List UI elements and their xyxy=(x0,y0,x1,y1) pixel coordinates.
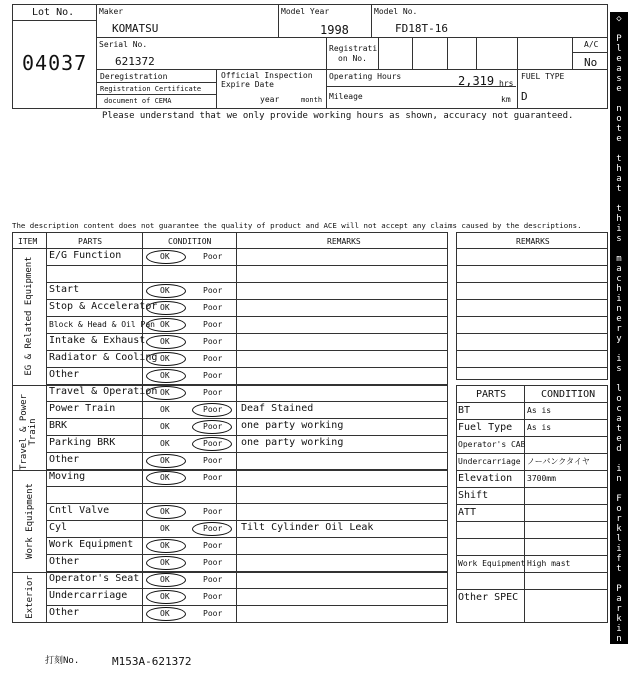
banner-char: i xyxy=(616,544,622,554)
poor-option: Poor xyxy=(203,524,223,533)
deregistration-label: Deregistration xyxy=(100,72,168,81)
group-work-equipment: Work Equipment xyxy=(25,483,35,559)
part-name: Cntl Valve xyxy=(49,505,110,516)
part-name: Other xyxy=(49,556,80,567)
banner-char: t xyxy=(616,204,622,214)
banner-char: t xyxy=(616,124,622,134)
fuel-type-value: D xyxy=(521,90,528,103)
banner-char xyxy=(610,24,628,34)
banner-char: t xyxy=(616,184,622,194)
ok-option: OK xyxy=(160,354,170,363)
part-name: Travel & Operation xyxy=(49,386,158,397)
lot-label: Lot No. xyxy=(32,7,75,18)
ok-option: OK xyxy=(160,609,170,618)
banner-char: h xyxy=(616,164,622,174)
poor-option: Poor xyxy=(203,592,223,601)
banner-char: c xyxy=(616,274,622,284)
banner-char: i xyxy=(616,464,622,474)
ok-option: OK xyxy=(160,558,170,567)
banner-char xyxy=(610,94,628,104)
ok-option: OK xyxy=(160,592,170,601)
poor-option: Poor xyxy=(203,558,223,567)
remark-line xyxy=(456,299,608,300)
header-parts: PARTS xyxy=(78,237,103,246)
ok-option: OK xyxy=(160,337,170,346)
banner-char xyxy=(610,654,628,664)
part-name: Stop & Accelerator xyxy=(49,301,158,312)
stamp-value: M153A-621372 xyxy=(112,655,192,668)
ok-option: OK xyxy=(160,507,170,516)
banner-char: h xyxy=(616,214,622,224)
ok-option: OK xyxy=(160,286,170,295)
ok-circle-mark xyxy=(146,539,186,553)
banner-char: t xyxy=(616,564,622,574)
model-no-label: Model No. xyxy=(374,7,418,16)
part-name: Power Train xyxy=(49,403,116,414)
ok-circle-mark xyxy=(146,352,186,366)
group-exterior: Exterior xyxy=(25,575,35,619)
spec-value: As is xyxy=(527,406,552,415)
part-name: Undercarriage xyxy=(49,590,128,601)
banner-char: o xyxy=(616,394,622,404)
month-label: month xyxy=(301,96,323,104)
group-travel-power-line1: Travel & Power xyxy=(19,394,29,470)
banner-char: e xyxy=(616,84,622,94)
spec-parts-header: PARTS xyxy=(476,389,507,400)
ok-option: OK xyxy=(160,252,170,261)
ok-option: OK xyxy=(160,320,170,329)
ok-circle-mark xyxy=(146,471,186,485)
banner-char: t xyxy=(616,154,622,164)
ok-circle-mark xyxy=(146,573,186,587)
banner-char: n xyxy=(616,474,622,484)
remark-line xyxy=(456,316,608,317)
ok-circle-mark xyxy=(146,505,186,519)
group-travel-power-line2: Train xyxy=(28,418,38,446)
poor-option: Poor xyxy=(203,541,223,550)
part-name: Operator's Seat xyxy=(49,573,140,584)
poor-option: Poor xyxy=(203,337,223,346)
model-year-value: 1998 xyxy=(320,23,349,37)
ok-circle-mark xyxy=(146,454,186,468)
banner-char: f xyxy=(616,554,622,564)
banner-char: s xyxy=(616,74,622,84)
remark-line xyxy=(456,367,608,368)
banner-char: o xyxy=(616,504,622,514)
banner-char: t xyxy=(616,424,622,434)
ok-circle-mark xyxy=(146,250,186,264)
banner-char: a xyxy=(616,264,622,274)
registration-label-1: Registrati xyxy=(329,44,378,53)
banner-char: P xyxy=(616,34,622,44)
banner-char xyxy=(610,484,628,494)
maker-value: KOMATSU xyxy=(112,22,159,35)
spec-part: Other SPEC xyxy=(458,592,519,603)
inspection-label-1: Official Inspection xyxy=(221,71,313,80)
banner-char: e xyxy=(616,314,622,324)
ok-option: OK xyxy=(160,303,170,312)
banner-char: k xyxy=(616,524,622,534)
ok-option: OK xyxy=(160,405,170,414)
ok-option: OK xyxy=(160,473,170,482)
cema-label: document of CEMA xyxy=(104,97,172,105)
km-label: km xyxy=(501,95,511,104)
banner-char: F xyxy=(616,494,622,504)
spec-part: Work Equipment xyxy=(458,559,526,568)
part-name: Block & Head & Oil Pan xyxy=(49,320,155,329)
ok-option: OK xyxy=(160,439,170,448)
banner-char: i xyxy=(616,224,622,234)
banner-char: i xyxy=(616,294,622,304)
ok-circle-mark xyxy=(146,284,186,298)
ok-circle-mark xyxy=(146,301,186,315)
poor-option: Poor xyxy=(203,371,223,380)
remark-line xyxy=(456,282,608,283)
spec-value: 3700mm xyxy=(527,474,556,483)
ac-label: A/C xyxy=(584,40,599,49)
banner-char xyxy=(610,344,628,354)
part-name: Start xyxy=(49,284,80,295)
ac-value: No xyxy=(584,56,598,69)
banner-char: i xyxy=(616,354,622,364)
part-name: E/G Function xyxy=(49,250,122,261)
disclaimer: The description content does not guarantee the quality of product and ACE will not accept any claims caused by the descriptions. xyxy=(12,221,582,230)
remark-line xyxy=(456,333,608,334)
registration-label-2: on No. xyxy=(338,54,367,63)
spec-part: Fuel Type xyxy=(458,422,513,433)
banner-char: y xyxy=(616,334,622,344)
banner-char: ◇ xyxy=(616,14,622,24)
poor-circle-mark xyxy=(192,420,232,434)
banner-char xyxy=(610,194,628,204)
mileage-label: Mileage xyxy=(329,92,363,101)
remark-text: one party working xyxy=(241,437,344,448)
banner-char xyxy=(610,144,628,154)
right-remarks-header: REMARKS xyxy=(516,237,550,246)
banner-char: m xyxy=(616,254,622,264)
spec-part: Shift xyxy=(458,490,489,501)
banner-char: l xyxy=(616,384,622,394)
banner-char: s xyxy=(616,234,622,244)
part-name: Other xyxy=(49,369,80,380)
header-item: ITEM xyxy=(18,237,38,246)
serial-value: 621372 xyxy=(115,55,155,68)
ok-option: OK xyxy=(160,541,170,550)
poor-option: Poor xyxy=(203,252,223,261)
header-condition: CONDITION xyxy=(168,237,212,246)
registration-certificate-label: Registration Certificate xyxy=(100,85,202,93)
banner-char: a xyxy=(616,594,622,604)
part-name: Parking BRK xyxy=(49,437,116,448)
banner-char xyxy=(610,374,628,384)
banner-char: n xyxy=(616,304,622,314)
ok-circle-mark xyxy=(146,590,186,604)
banner-char: s xyxy=(616,364,622,374)
poor-option: Poor xyxy=(203,286,223,295)
ok-option: OK xyxy=(160,371,170,380)
remark-line xyxy=(456,350,608,351)
ok-circle-mark xyxy=(146,335,186,349)
inspection-label-2: Expire Date xyxy=(221,80,274,89)
banner-char: ◇ xyxy=(616,664,622,674)
poor-option: Poor xyxy=(203,303,223,312)
banner-char: g xyxy=(616,644,622,654)
ok-circle-mark xyxy=(146,369,186,383)
banner-char: r xyxy=(616,324,622,334)
ok-circle-mark xyxy=(146,556,186,570)
banner-char: l xyxy=(616,44,622,54)
spec-value: High mast xyxy=(527,559,571,568)
poor-option: Poor xyxy=(203,405,223,414)
poor-option: Poor xyxy=(203,456,223,465)
poor-option: Poor xyxy=(203,575,223,584)
operating-hours-value: 2,319 xyxy=(458,74,495,88)
spec-value: As is xyxy=(527,423,552,432)
banner-char xyxy=(610,454,628,464)
banner-char: n xyxy=(616,634,622,644)
banner-char: o xyxy=(616,114,622,124)
ok-option: OK xyxy=(160,456,170,465)
remark-line xyxy=(456,265,608,266)
banner-char: r xyxy=(616,514,622,524)
ok-circle-mark xyxy=(146,607,186,621)
spec-part: Elevation xyxy=(458,473,513,484)
banner-char: e xyxy=(616,54,622,64)
part-name: Radiator & Cooling xyxy=(49,352,158,363)
banner-char: h xyxy=(616,284,622,294)
poor-option: Poor xyxy=(203,439,223,448)
spec-part: Operator's CAB xyxy=(458,440,526,449)
maker-label: Maker xyxy=(99,7,124,16)
part-name: Intake & Exhaust xyxy=(49,335,146,346)
remark-text: one party working xyxy=(241,420,344,431)
working-hours-notice: Please understand that we only provide working hours as shown, accuracy not guaranteed. xyxy=(102,111,574,121)
poor-option: Poor xyxy=(203,354,223,363)
lot-number: 04037 xyxy=(22,51,88,75)
poor-option: Poor xyxy=(203,507,223,516)
poor-option: Poor xyxy=(203,609,223,618)
spec-part: ATT xyxy=(458,507,477,518)
ok-option: OK xyxy=(160,388,170,397)
ok-circle-mark xyxy=(146,386,186,400)
fuel-type-label: FUEL TYPE xyxy=(521,72,565,81)
ok-circle-mark xyxy=(146,318,186,332)
model-year-label: Model Year xyxy=(281,7,330,16)
poor-option: Poor xyxy=(203,388,223,397)
group-travel-power xyxy=(20,390,38,474)
poor-circle-mark xyxy=(192,403,232,417)
ok-option: OK xyxy=(160,422,170,431)
model-no-value: FD18T-16 xyxy=(395,22,448,35)
ok-option: OK xyxy=(160,524,170,533)
part-name: Work Equipment xyxy=(49,539,134,550)
banner-char xyxy=(610,574,628,584)
banner-char: c xyxy=(616,404,622,414)
banner-char: a xyxy=(616,174,622,184)
vertical-notice-banner xyxy=(610,12,628,674)
header-remarks: REMARKS xyxy=(327,237,361,246)
part-name: Moving xyxy=(49,471,86,482)
part-name: Other xyxy=(49,607,80,618)
banner-char: r xyxy=(616,604,622,614)
banner-char: i xyxy=(616,624,622,634)
operating-hours-label: Operating Hours xyxy=(329,72,402,81)
banner-char: P xyxy=(616,584,622,594)
stamp-label: 打刻No. xyxy=(45,656,80,666)
banner-char: n xyxy=(616,104,622,114)
banner-char: l xyxy=(616,534,622,544)
spec-condition-header: CONDITION xyxy=(541,389,596,400)
group-eg-related: EG & Related Equipment xyxy=(24,256,34,376)
poor-option: Poor xyxy=(203,473,223,482)
banner-char: a xyxy=(616,64,622,74)
spec-value: ノーパンクタイヤ xyxy=(527,457,590,466)
poor-option: Poor xyxy=(203,422,223,431)
part-name: BRK xyxy=(49,420,68,431)
ok-option: OK xyxy=(160,575,170,584)
banner-char: k xyxy=(616,614,622,624)
poor-circle-mark xyxy=(192,437,232,451)
hrs-label: hrs xyxy=(499,79,514,88)
banner-char xyxy=(610,244,628,254)
year-label: year xyxy=(260,95,280,104)
spec-part: Undercarriage xyxy=(458,457,521,466)
banner-char: d xyxy=(616,444,622,454)
poor-circle-mark xyxy=(192,522,232,536)
banner-char: a xyxy=(616,414,622,424)
serial-label: Serial No. xyxy=(99,40,148,49)
part-name: Cyl xyxy=(49,522,68,533)
part-name: Other xyxy=(49,454,80,465)
remark-text: Tilt Cylinder Oil Leak xyxy=(241,522,374,533)
banner-char: e xyxy=(616,134,622,144)
banner-char: e xyxy=(616,434,622,444)
remark-text: Deaf Stained xyxy=(241,403,314,414)
spec-part: BT xyxy=(458,405,471,416)
poor-option: Poor xyxy=(203,320,223,329)
